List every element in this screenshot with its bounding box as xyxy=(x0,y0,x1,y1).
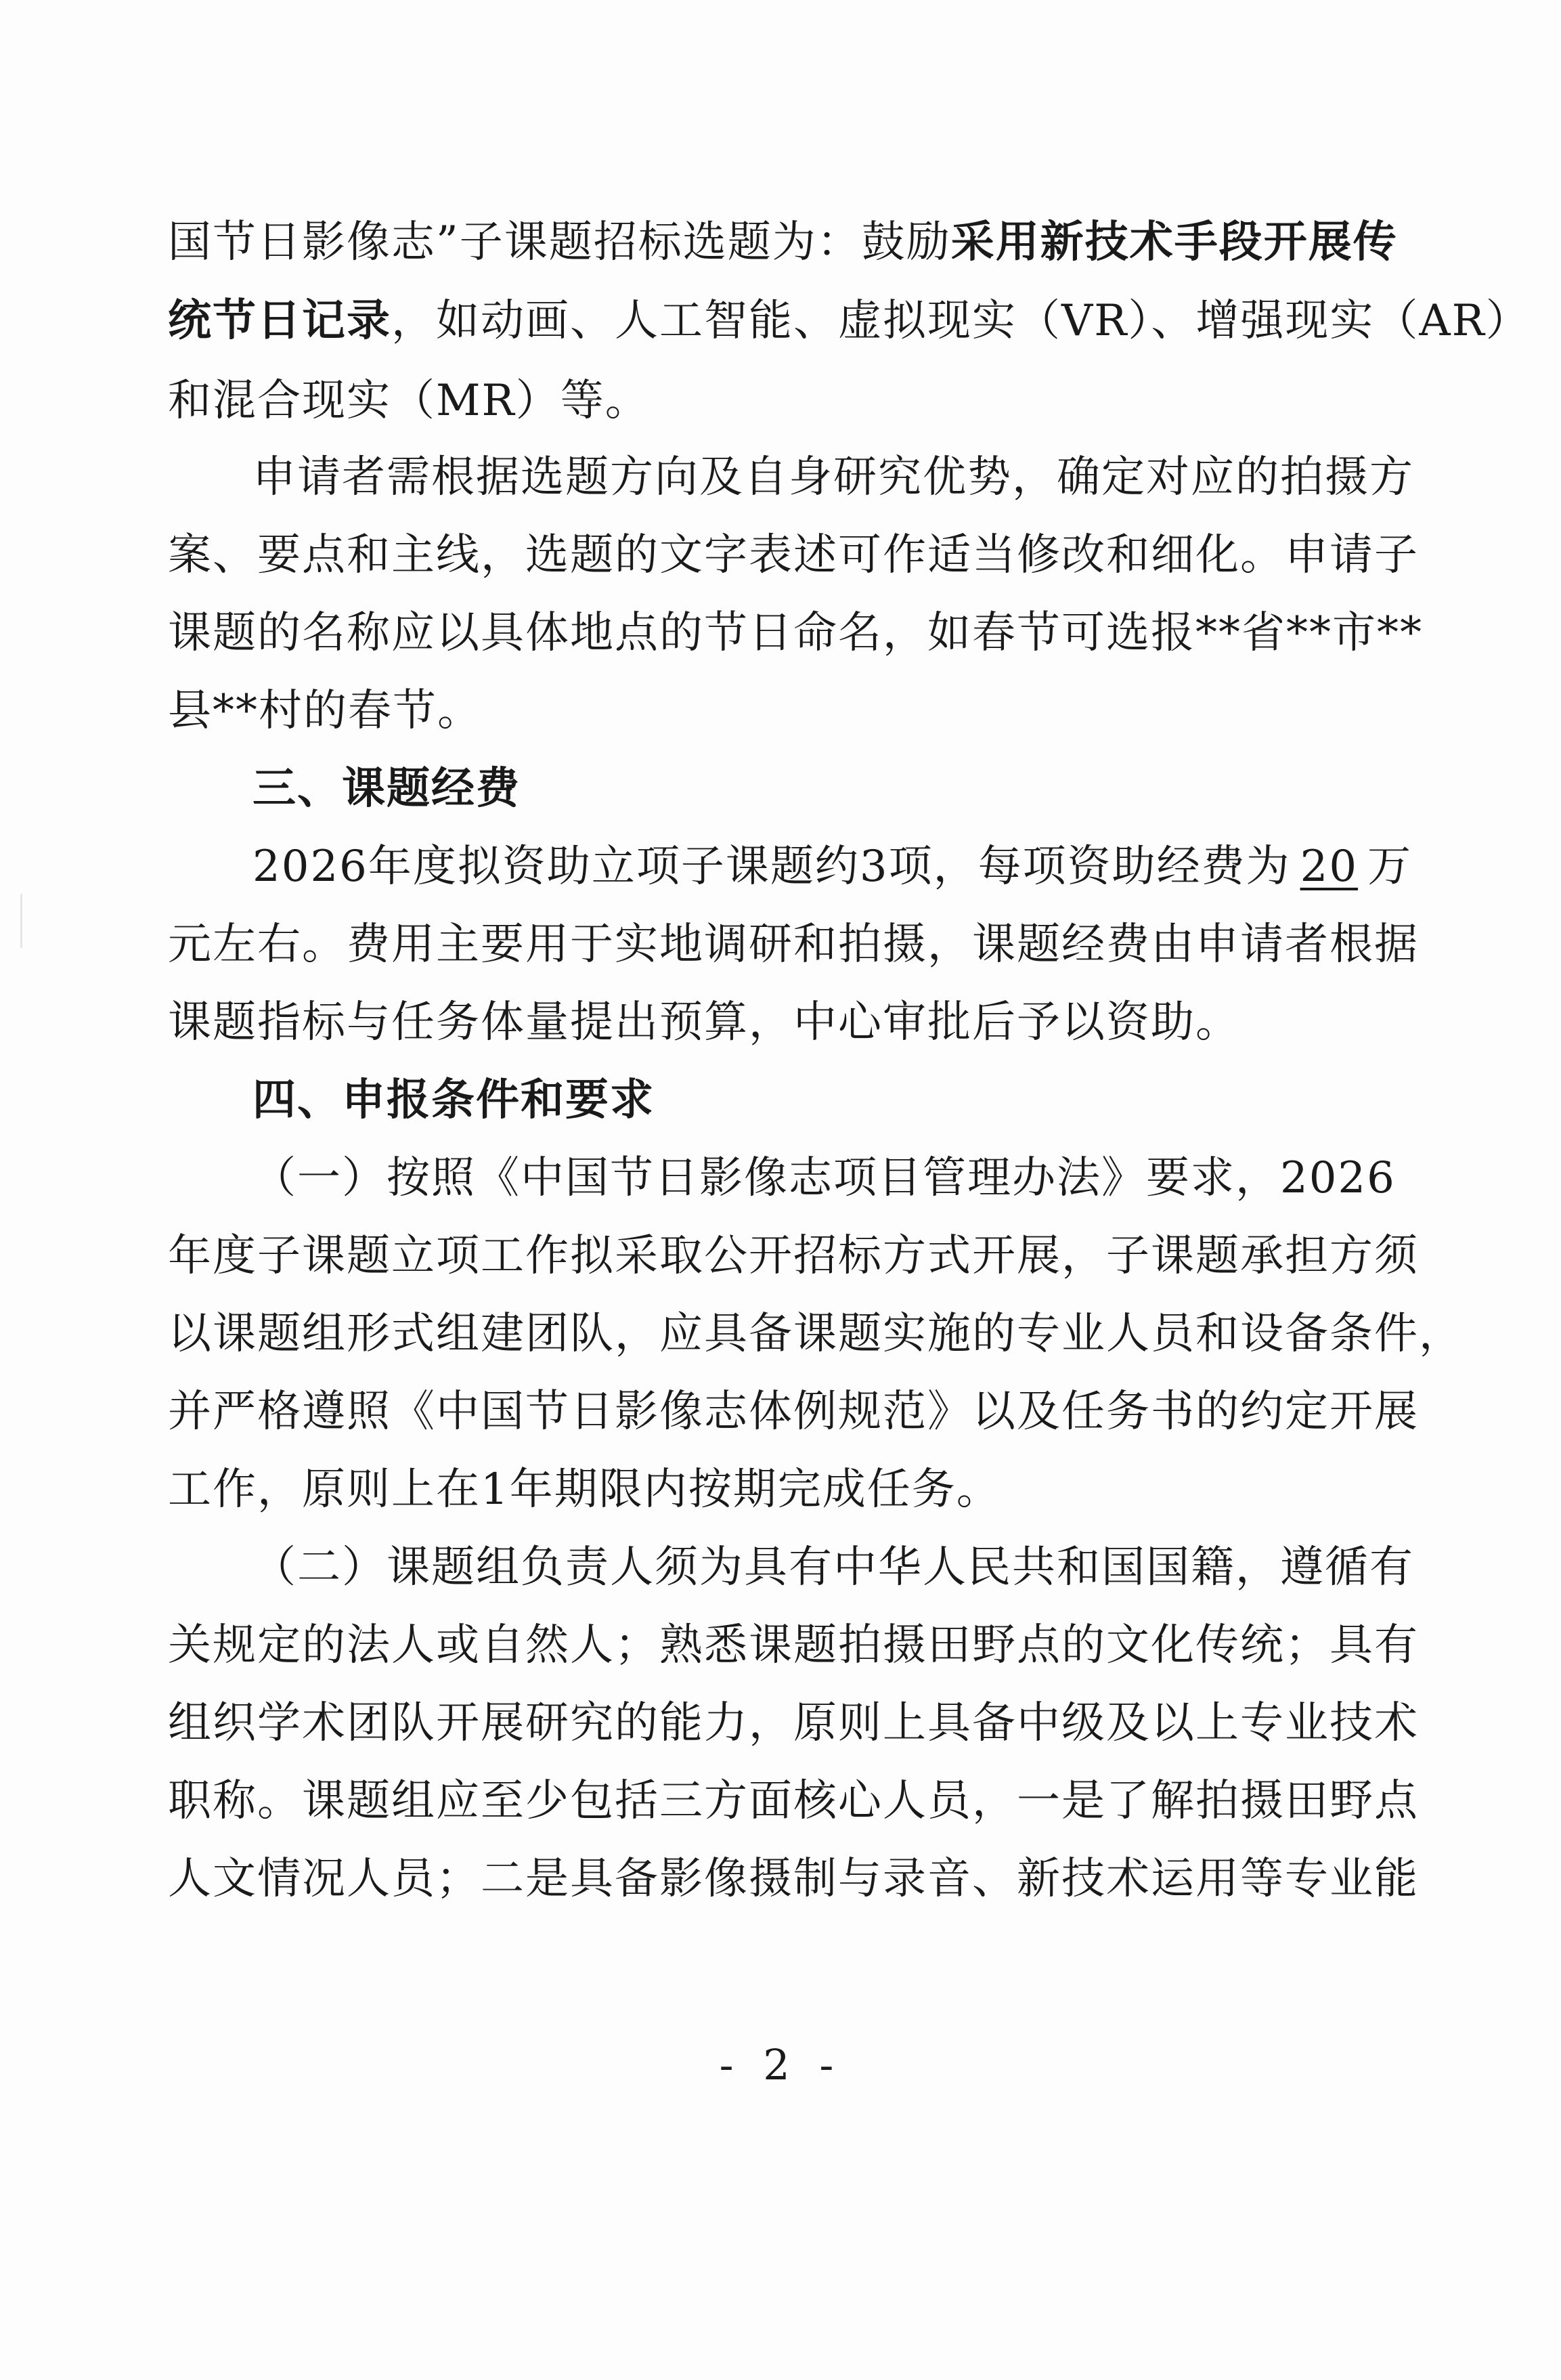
funding-line-1 xyxy=(252,840,1413,894)
applicant-line-1-text: 申请者需根据选题方向及自身研究优势，确定对应的拍摄方 xyxy=(252,452,1414,502)
item1-line-5 xyxy=(168,1463,1001,1517)
applicant-line-3-text: 课题的名称应以具体地点的节日命名，如春节可选报**省**市** xyxy=(168,608,1423,658)
funding-amount: 20 xyxy=(1300,842,1359,892)
item1-line-5-text: 工作，原则上在1年期限内按期完成任务。 xyxy=(168,1465,1001,1515)
intro-line-1-bold: 采用新技术手段开展传 xyxy=(950,217,1398,267)
funding-line-2-text: 元左右。费用主要用于实地调研和拍摄，课题经费由申请者根据 xyxy=(168,919,1419,970)
applicant-line-4-text: 县**村的春节。 xyxy=(168,686,482,736)
item2-line-5 xyxy=(168,1852,1419,1906)
item1-line-4 xyxy=(168,1385,1419,1439)
item2-line-2 xyxy=(168,1618,1419,1672)
funding-line-2 xyxy=(168,917,1419,972)
scan-edge-mark xyxy=(20,894,22,948)
applicant-line-4 xyxy=(168,684,482,738)
intro-line-3 xyxy=(168,374,650,428)
intro-line-2-text: ，如动画、人工智能、虚拟现实（VR）、增强现实（AR） xyxy=(391,296,1531,346)
heading-requirements: 四、申报条件和要求 xyxy=(252,1075,655,1125)
item1-line-3 xyxy=(168,1307,1464,1361)
item2-line-4-text: 职称。课题组应至少包括三方面核心人员，一是了解拍摄田野点 xyxy=(168,1776,1419,1826)
funding-line-3 xyxy=(168,995,1240,1050)
item1-line-2-text: 年度子课题立项工作拟采取公开招标方式开展，子课题承担方须 xyxy=(168,1231,1419,1281)
item1-line-1 xyxy=(252,1151,1396,1205)
funding-line-1-unit: 万 xyxy=(1367,842,1413,892)
item2-line-4 xyxy=(168,1774,1419,1828)
item1-line-1-text: （一）按照《中国节日影像志项目管理办法》要求，2026 xyxy=(252,1153,1396,1203)
intro-line-1-text: 国节日影像志”子课题招标选题为：鼓励 xyxy=(168,217,951,267)
item2-line-1 xyxy=(252,1540,1414,1595)
applicant-line-3 xyxy=(168,606,1423,660)
item2-line-5-text: 人文情况人员；二是具备影像摄制与录音、新技术运用等专业能 xyxy=(168,1854,1419,1904)
item1-line-4-text: 并严格遵照《中国节日影像志体例规范》以及任务书的约定开展 xyxy=(168,1387,1419,1437)
page-number: - 2 - xyxy=(719,2040,842,2090)
item1-line-3-text: 以课题组形式组建团队，应具备课题实施的专业人员和设备条件， xyxy=(168,1309,1464,1359)
item2-line-3 xyxy=(168,1696,1419,1750)
intro-line-2 xyxy=(168,294,1531,348)
applicant-line-1 xyxy=(252,450,1414,504)
item1-line-2 xyxy=(168,1229,1419,1283)
intro-line-3-text: 和混合现实（MR）等。 xyxy=(168,376,650,426)
item2-line-3-text: 组织学术团队开展研究的能力，原则上具备中级及以上专业技术 xyxy=(168,1698,1419,1748)
funding-line-1-text: 2026年度拟资助立项子课题约3项，每项资助经费为 xyxy=(252,842,1291,892)
intro-line-2-bold: 统节日记录 xyxy=(168,296,391,346)
item2-line-2-text: 关规定的法人或自然人；熟悉课题拍摄田野点的文化传统；具有 xyxy=(168,1620,1419,1670)
intro-line-1 xyxy=(168,215,1398,269)
applicant-line-2-text: 案、要点和主线，选题的文字表述可作适当修改和细化。申请子 xyxy=(168,530,1419,580)
funding-line-3-text: 课题指标与任务体量提出预算，中心审批后予以资助。 xyxy=(168,997,1240,1047)
applicant-line-2 xyxy=(168,528,1419,582)
heading-funding: 三、课题经费 xyxy=(252,764,521,814)
item2-line-1-text: （二）课题组负责人须为具有中华人民共和国国籍，遵循有 xyxy=(252,1542,1414,1593)
